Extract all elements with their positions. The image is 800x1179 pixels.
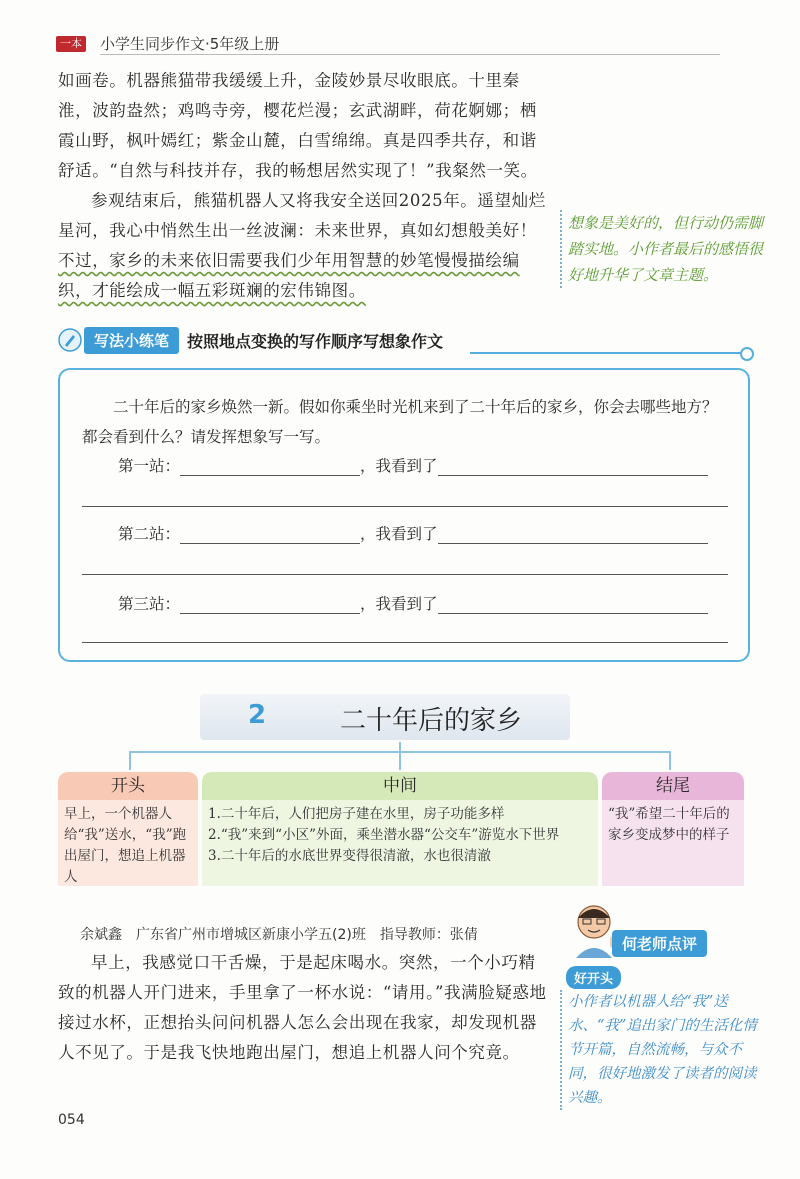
essay-paragraph-2 bbox=[58, 186, 553, 306]
station-blank[interactable] bbox=[180, 457, 360, 476]
outline-middle-item: 2.“我”来到“小区”外面，乘坐潜水器“公交车”游览水下世界 bbox=[208, 827, 560, 843]
pen-icon bbox=[58, 328, 82, 352]
outline-beginning-head: 开头 bbox=[58, 772, 198, 800]
writing-line[interactable] bbox=[82, 506, 728, 507]
station-see: ，我看到了 bbox=[360, 595, 438, 613]
see-blank[interactable] bbox=[438, 595, 708, 614]
header-divider bbox=[100, 54, 720, 55]
station-blank[interactable] bbox=[180, 595, 360, 614]
station-see: ，我看到了 bbox=[360, 525, 438, 543]
station-row-3 bbox=[118, 592, 708, 614]
station-row-2 bbox=[118, 522, 708, 544]
outline-ending-head: 结尾 bbox=[602, 772, 744, 800]
practice-banner bbox=[58, 326, 443, 354]
author-line: 余斌鑫 广东省广州市增城区新康小学五(2)班 指导教师：张倩 bbox=[80, 927, 478, 943]
essay-paragraph-1: 如画卷。机器熊猫带我缓缓上升，金陵妙景尽收眼底。十里秦淮，波韵盎然；鸡鸣寺旁，樱花烂漫；玄武湖畔，荷花婀娜；栖霞山野，枫叶嫣红；紫金山麓，白雪绵绵。真是四季共存，和谐舒适。“自然与科技并存，我的畅想居然实现了！”我粲然一笑。 bbox=[58, 71, 538, 180]
practice-rule-dot bbox=[740, 347, 754, 361]
page-number: 054 bbox=[58, 1112, 85, 1128]
good-opening-tag: 好开头 bbox=[566, 966, 621, 989]
practice-title: 按照地点变换的写作顺序写想象作文 bbox=[187, 331, 444, 351]
outline-ending-text: “我”希望二十年后的家乡变成梦中的样子 bbox=[602, 800, 744, 886]
book-title: 小学生同步作文·5年级上册 bbox=[100, 35, 280, 53]
outline-middle-item: 1.二十年后，人们把房子建在水里，房子功能多样 bbox=[208, 806, 505, 822]
writing-line[interactable] bbox=[82, 642, 728, 643]
outline-middle-head: 中间 bbox=[202, 772, 598, 800]
essay-2-paragraph-1: 早上，我感觉口干舌燥，于是起床喝水。突然，一个小巧精致的机器人开门进来，手里拿了一杯水说：“请用。”我满脸疑惑地接过水杯，正想抬头问问机器人怎么会出现在我家，却发现机器人不见了。于是我飞快地跑出屋门，想追上机器人问个究竟。 bbox=[58, 953, 547, 1062]
see-blank[interactable] bbox=[438, 457, 708, 476]
side-comment-1: 想象是美好的，但行动仍需脚踏实地。小作者最后的感悟很好地升华了文章主题。 bbox=[560, 210, 768, 288]
station-blank[interactable] bbox=[180, 525, 360, 544]
station-label: 第三站： bbox=[118, 595, 181, 613]
teacher-comment-tag: 何老师点评 bbox=[612, 930, 707, 957]
see-blank[interactable] bbox=[438, 525, 708, 544]
practice-prompt: 二十年后的家乡焕然一新。假如你乘坐时光机来到了二十年后的家乡，你会去哪些地方？都会看到什么？请发挥想象写一写。 bbox=[82, 398, 718, 446]
practice-tag: 写法小练笔 bbox=[84, 327, 179, 354]
essay-paragraph-2-plain: 参观结束后，熊猫机器人又将我安全送回2025年。遥望灿烂星河，我心中悄然生出一丝波澜：未来世界，真如幻想般美好！ bbox=[58, 191, 546, 240]
outline-connector bbox=[120, 742, 680, 772]
writing-line[interactable] bbox=[82, 574, 728, 575]
teacher-comment: 小作者以机器人给“我”送水、“我”追出家门的生活化情节开篇，自然流畅，与众不同，很好地激发了读者的阅读兴趣。 bbox=[560, 990, 768, 1110]
practice-rule bbox=[470, 352, 745, 354]
essay-paragraph-2-underlined: 不过，家乡的未来依旧需要我们少年用智慧的妙笔慢慢描绘编织，才能绘成一幅五彩斑斓的宏伟锦图。 bbox=[58, 251, 520, 300]
outline-middle-item: 3.二十年后的水底世界变得很清澈，水也很清澈 bbox=[208, 848, 491, 864]
brand-logo: 一本 bbox=[56, 36, 86, 52]
station-label: 第一站： bbox=[118, 457, 181, 475]
section-number: 2 bbox=[248, 700, 267, 730]
outline-beginning-text: 早上，一个机器人给“我”送水，“我”跑出屋门，想追上机器人 bbox=[58, 800, 198, 886]
section-title: 二十年后的家乡 bbox=[340, 706, 523, 736]
station-row-1 bbox=[118, 454, 708, 476]
station-see: ，我看到了 bbox=[360, 457, 438, 475]
outline-middle-list bbox=[202, 800, 598, 886]
station-label: 第二站： bbox=[118, 525, 181, 543]
